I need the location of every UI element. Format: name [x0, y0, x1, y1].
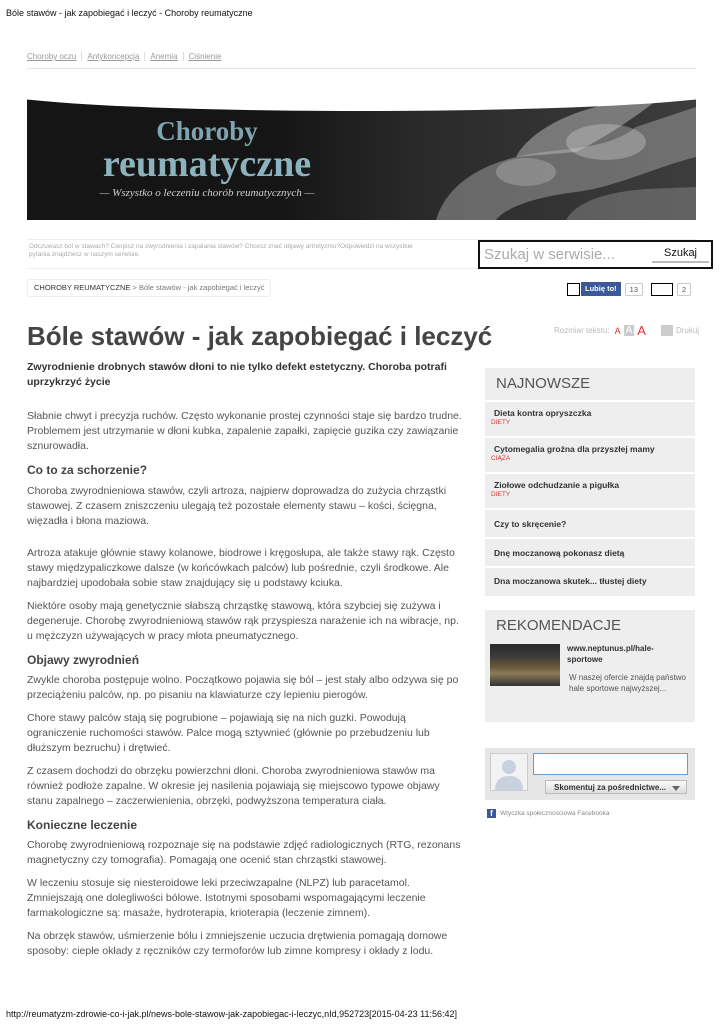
top-nav-link-cisnienie[interactable]: Ciśnienie [188, 52, 222, 61]
article-paragraph [27, 546, 467, 591]
news-item-title[interactable]: Czy to skręcenie? [494, 519, 567, 529]
logo-line-1: Choroby [156, 116, 258, 146]
article-paragraph [27, 484, 467, 529]
article-paragraph [27, 711, 467, 756]
article-paragraph [27, 838, 467, 868]
comment-via-label: Skomentuj za pośrednictwe... [554, 783, 667, 792]
logo-tagline: — Wszystko o leczeniu chorób reumatycznych — [99, 187, 315, 199]
top-nav [27, 52, 226, 61]
news-item-category[interactable]: CIĄŻA [491, 455, 511, 462]
news-item[interactable] [485, 508, 695, 537]
news-item-title[interactable]: Dnę moczanową pokonasz dietą [494, 548, 625, 558]
search-box [478, 240, 713, 269]
news-item[interactable] [485, 566, 695, 593]
paragraph-text: Chore stawy palców stają się pogrubione – pojawiają się na nich guzki. Powodują ograniczenie ruchomości stawów. Palce mogą sztywnieć (głównie po przebudzeniu lub dłuższym bezruchu) i drętwieć. [27, 712, 430, 754]
facebook-plugin-note [487, 809, 609, 818]
facebook-like-count: 13 [625, 283, 643, 296]
search-input[interactable] [484, 244, 644, 264]
paragraph-text: Artroza atakuje głównie stawy kolanowe, biodrowe i kręgosłupa, ale także stawy rąk. Często stawy międzypaliczkowe dalsze (w końcówkach palców) lub pośrednie, czyli środkowe. Ale najbardziej upodobała sobie staw znajdujący się u podstawy kciuka. [27, 547, 455, 589]
top-nav-link-choroby-oczu[interactable]: Choroby oczu [27, 52, 82, 61]
najnowsze-title: NAJNOWSZE [496, 375, 591, 392]
reco-link[interactable]: www.neptunus.pl/hale-sportowe [567, 644, 654, 664]
najnowsze-box [485, 368, 695, 596]
facebook-like-button[interactable]: Lubię to! [581, 282, 621, 296]
facebook-checkbox[interactable] [567, 283, 580, 296]
comment-via-button[interactable] [545, 780, 687, 794]
print-link[interactable]: Drukuj [675, 326, 700, 335]
news-item-title[interactable]: Ziołowe odchudzanie a pigułka [494, 480, 620, 490]
breadcrumb-current: > Bóle stawów - jak zapobiegać i leczyć [132, 283, 265, 292]
news-item-category[interactable]: DIETY [491, 419, 511, 426]
section-heading-objawy: Objawy zwyrodnień [27, 653, 140, 667]
article-paragraph [27, 599, 467, 644]
paragraph-text: Chorobę zwyrodnieniową rozpoznaje się na podstawie zdjęć radiologicznych (RTG, rezonans magnetyczny czy tomografia). Pomagają one ocenić stan chrząstki stawowej. [27, 839, 461, 866]
news-item[interactable] [485, 472, 695, 508]
paragraph-text: Słabnie chwyt i precyzja ruchów. Często wykonanie prostej czynności staje się bardzo trudne. Problemem jest utrzymanie w dłoni kubka, zapalenie zapałki, zapięcie guzika czy zawiązanie sznurowadła. [27, 410, 462, 452]
news-item[interactable] [485, 400, 695, 436]
logo-line-2: reumatyczne [102, 143, 312, 185]
text-size-large-button[interactable]: A [637, 323, 646, 338]
comment-input[interactable] [533, 753, 688, 775]
section-heading-leczenie: Konieczne leczenie [27, 818, 138, 832]
top-nav-link-anemia[interactable]: Anemia [145, 52, 183, 61]
avatar [490, 753, 528, 791]
text-size-medium-button[interactable]: A [625, 325, 633, 336]
article-title: Bóle stawów - jak zapobiegać i leczyć [27, 321, 493, 351]
news-item-category[interactable]: DIETY [491, 491, 511, 498]
facebook-icon: f [487, 809, 496, 818]
facebook-comment-box [485, 748, 695, 800]
article-paragraph [27, 673, 467, 703]
printer-icon[interactable] [661, 325, 673, 336]
site-tagline: Odczuwasz ból w stawach? Cierpisz na zwyrodnienia i zapalania stawów? Chcesz znać objawy artretyzmu?Odpowiedzi na wszystkie pytania znajdziesz w naszym serwisie. [29, 243, 413, 258]
article-paragraph [27, 409, 467, 454]
text-size-small-button[interactable]: A [614, 325, 621, 336]
search-button[interactable]: Szukaj [652, 244, 709, 263]
facebook-like-bar [567, 282, 691, 296]
site-logo[interactable] [27, 117, 387, 199]
news-item[interactable] [485, 537, 695, 566]
facebook-plugin-label[interactable]: Wtyczka społecznościowa Facebooka [500, 810, 610, 817]
rekomendacje-box [485, 610, 695, 722]
article-paragraph [27, 764, 467, 809]
reco-description [491, 672, 691, 694]
paragraph-text: Niektóre osoby mają genetycznie słabszą chrząstkę stawową, która szybciej się zużywa i degeneruje. Chorobę zwyrodnieniową stawów rąk przyspiesza narażenie ich na wibracje, np. u mężczyzn używających w pracy młota pneumatycznego. [27, 600, 459, 642]
paragraph-text: W leczeniu stosuje się niesteroidowe leki przeciwzapalne (NLPZ) lub paracetamol. Zmniejszają one dolegliwości bólowe. Istotnymi sposobami wspomagającymi leczenie farmakologiczne są: masaże, hydroterapia, krioterapia (leczenie zimnem). [27, 877, 426, 919]
paragraph-text: Z czasem dochodzi do obrzęku powierzchni dłoni. Choroba zwyrodnieniowa stawów ma również podłoże zapalne. W okresie jej nasilenia pojawiają się miejscowo typowe objawy stanu zapalnego – zaczerwienienia, obrzęki, podwyższona temperatura ciała. [27, 765, 440, 807]
reco-description-text: W naszej ofercie znajdą państwo hale sportowe najwyższej... [569, 673, 686, 693]
paragraph-text: Choroba zwyrodnieniowa stawów, czyli artroza, najpierw doprowadza do zużycia chrząstki stawowej. Z czasem zniszczeniu ulegają też pozostałe elementy stawu – kości, ścięgna, więzadła i błona maziowa. [27, 485, 447, 527]
article-lead: Zwyrodnienie drobnych stawów dłoni to nie tylko defekt estetyczny. Choroba potrafi uprzykrzyć życie [27, 361, 447, 388]
top-nav-link-antykoncepcja[interactable]: Antykoncepcja [82, 52, 145, 61]
section-heading-co: Co to za schorzenie? [27, 463, 148, 477]
site-banner[interactable] [27, 97, 696, 220]
chevron-down-icon [672, 786, 680, 791]
breadcrumb-home-link[interactable]: CHOROBY REUMATYCZNE [34, 283, 131, 292]
paragraph-text: Na obrzęk stawów, uśmierzenie bólu i zmniejszenie uczucia drętwienia pomagają domowe sposoby: ciepłe okłady z ręczników czy termoforów lub zimne kompresy i okłady z lodu. [27, 930, 448, 957]
user-silhouette-icon [491, 754, 527, 790]
breadcrumb [27, 279, 271, 297]
share-button[interactable] [651, 283, 673, 296]
share-count: 2 [677, 283, 691, 296]
news-item[interactable] [485, 436, 695, 472]
news-item-title[interactable]: Cytomegalia groźna dla przyszłej mamy [494, 444, 655, 454]
print-page-url: http://reumatyzm-zdrowie-co-i-jak.pl/news-bole-stawow-jak-zapobiegac-i-leczyc,nId,952723[2015-04-23 11:56:42] [6, 1009, 458, 1019]
text-size-label: Rozmiar tekstu: [554, 326, 610, 335]
print-page-title: Bóle stawów - jak zapobiegać i leczyć - Choroby reumatyczne [6, 8, 253, 18]
paragraph-text: Zwykle choroba postępuje wolno. Początkowo pojawia się ból – jest stały albo odzywa się po przeciążeniu palców, np. po pisaniu na klawiaturze czy lepieniu pierogów. [27, 674, 459, 701]
article-paragraph [27, 876, 467, 921]
nav-divider [27, 68, 696, 69]
rekomendacje-title: REKOMENDACJE [496, 617, 622, 634]
text-size-tools [554, 323, 699, 338]
news-item-title[interactable]: Dna moczanowa skutek... tłustej diety [494, 576, 647, 586]
article-paragraph [27, 929, 467, 959]
news-item-title[interactable]: Dieta kontra opryszczka [494, 408, 592, 418]
